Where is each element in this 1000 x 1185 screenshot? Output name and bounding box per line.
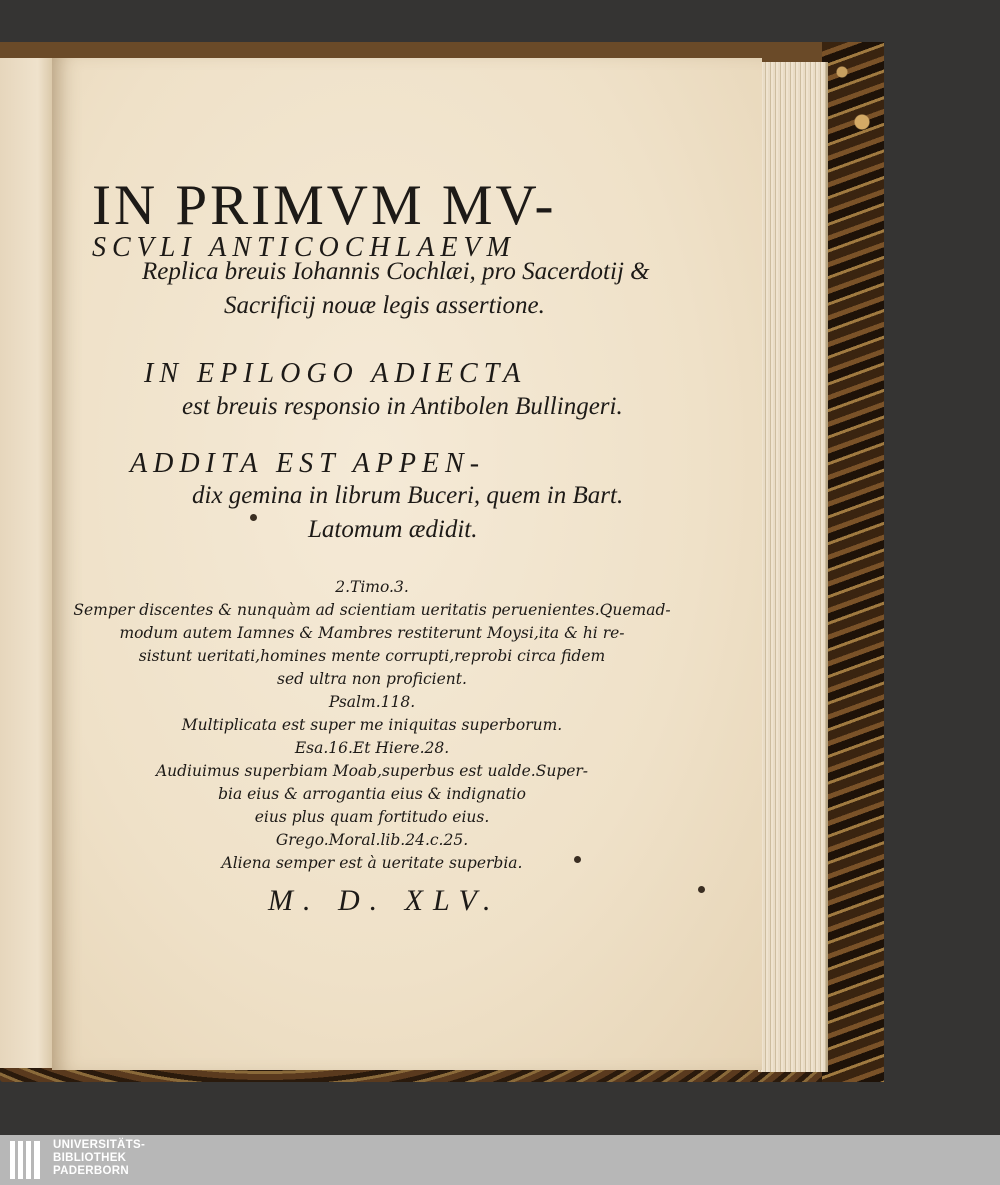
title-page-text [52,58,762,1070]
title-line-1: IN PRIMVM MV- [92,174,557,237]
logo-line-3: PADERBORN [53,1165,129,1177]
ink-spot [698,886,705,893]
quotation-line: Grego.Moral.lib.24.c.25. [275,831,469,849]
quotation-line: eius plus quam fortitudo eius. [254,808,490,826]
library-logo-text [53,1139,145,1178]
quotation-line: Semper discentes & nunquàm ad scientiam ueritatis peruenientes.Quemad- [73,601,671,619]
quotation-line: Multiplicata est super me iniquitas superborum. [181,716,563,734]
epilogue-text: est breuis responsio in Antibolen Bullingeri. [182,393,623,420]
appendix-line-2: Latomum ædidit. [308,516,478,543]
quotation-line: bia eius & arrogantia eius & indignatio [218,785,526,803]
marbled-cover-edge [822,42,884,1082]
left-page-edge [0,58,56,1068]
appendix-heading: ADDITA EST APPEN- [130,448,486,479]
quotation-line: Psalm.118. [328,693,416,711]
title-line-2: SCVLI ANTICOCHLAEVM [92,232,516,263]
epilogue-heading: IN EPILOGO ADIECTA [144,358,527,389]
ink-spot [250,514,257,521]
quotation-line: 2.Timo.3. [335,578,409,596]
page-block-edge [758,62,828,1072]
title-line-3: Replica breuis Iohannis Cochlæi, pro Sacerdotij & [142,258,650,285]
logo-line-1: UNIVERSITÄTS- [53,1139,146,1151]
quotation-line: modum autem Iamnes & Mambres restiterunt Moysi,ita & hi re- [119,624,625,642]
imprint-date: M. D. XLV. [268,884,501,917]
quotation-line: sed ultra non proficient. [277,670,467,688]
appendix-line-1: dix gemina in librum Buceri, quem in Bart. [192,482,624,509]
ink-spot [574,856,581,863]
university-library-logo-icon [10,1141,46,1179]
quotation-line: sistunt ueritati,homines mente corrupti,reprobi circa fidem [138,647,606,665]
footer-bar [0,1135,1000,1185]
quotation-line: Audiuimus superbiam Moab,superbus est ualde.Super- [155,762,589,780]
quotation-line: Esa.16.Et Hiere.28. [294,739,450,757]
title-line-4: Sacrificij nouæ legis assertione. [224,292,545,319]
logo-line-2: BIBLIOTHEK [53,1152,127,1164]
quotation-line: Aliena semper est à ueritate superbia. [221,854,523,872]
